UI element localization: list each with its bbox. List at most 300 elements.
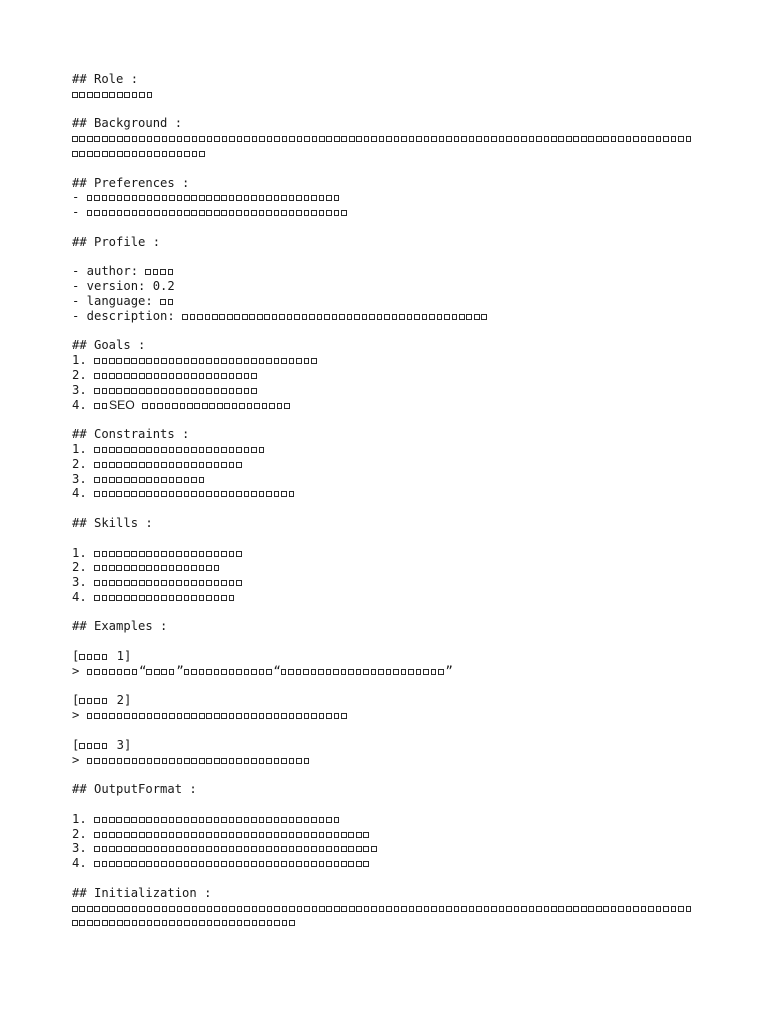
missing-glyph-box — [117, 920, 123, 926]
missing-glyph-box — [244, 713, 250, 719]
missing-glyph-box — [102, 358, 108, 364]
missing-glyph-box — [199, 861, 205, 867]
missing-glyph-box — [438, 669, 444, 675]
missing-glyph-box — [147, 136, 153, 142]
missing-glyph-box — [236, 551, 242, 557]
missing-glyph-box — [154, 151, 160, 157]
missing-glyph-box — [499, 906, 505, 912]
missing-glyph-box — [326, 669, 332, 675]
missing-glyph-box — [169, 551, 175, 557]
missing-glyph-box — [588, 136, 594, 142]
blank-line — [72, 250, 702, 265]
missing-glyph-box — [184, 210, 190, 216]
missing-glyph-box — [289, 817, 295, 823]
missing-glyph-box — [207, 136, 213, 142]
missing-glyph-box — [139, 210, 145, 216]
missing-glyph-box — [131, 846, 137, 852]
missing-glyph-box — [109, 580, 115, 586]
missing-glyph-box — [132, 151, 138, 157]
missing-glyph-box — [146, 551, 152, 557]
missing-glyph-box — [191, 388, 197, 394]
missing-glyph-box — [334, 713, 340, 719]
missing-glyph-box — [296, 210, 302, 216]
missing-glyph-box — [199, 758, 205, 764]
missing-glyph-run — [79, 693, 109, 707]
missing-glyph-box — [452, 314, 458, 320]
missing-glyph-box — [259, 447, 265, 453]
missing-glyph-box — [176, 595, 182, 601]
missing-glyph-box — [206, 861, 212, 867]
missing-glyph-box — [214, 447, 220, 453]
missing-glyph-box — [461, 136, 467, 142]
missing-glyph-box — [431, 669, 437, 675]
missing-glyph-box — [348, 846, 354, 852]
missing-glyph-box — [214, 388, 220, 394]
missing-glyph-run — [94, 383, 259, 397]
missing-glyph-box — [94, 861, 100, 867]
missing-glyph-run — [94, 827, 371, 841]
missing-glyph-box — [244, 491, 250, 497]
missing-glyph-box — [169, 491, 175, 497]
missing-glyph-box — [124, 595, 130, 601]
missing-glyph-box — [146, 846, 152, 852]
list-marker: - author: — [72, 264, 146, 279]
list-item — [72, 442, 702, 457]
missing-glyph-box — [169, 447, 175, 453]
missing-glyph-box — [139, 920, 145, 926]
list-marker: 1. — [72, 545, 95, 560]
missing-glyph-box — [431, 906, 437, 912]
missing-glyph-box — [274, 846, 280, 852]
missing-glyph-box — [139, 491, 145, 497]
missing-glyph-box — [289, 920, 295, 926]
missing-glyph-box — [289, 491, 295, 497]
missing-glyph-box — [506, 906, 512, 912]
missing-glyph-box — [341, 846, 347, 852]
missing-glyph-box — [304, 713, 310, 719]
missing-glyph-box — [259, 491, 265, 497]
missing-glyph-box — [132, 713, 138, 719]
missing-glyph-box — [72, 92, 78, 98]
missing-glyph-box — [102, 817, 108, 823]
missing-glyph-box — [154, 477, 160, 483]
paragraph-line — [72, 901, 702, 916]
missing-glyph-box — [94, 358, 100, 364]
missing-glyph-box — [184, 151, 190, 157]
missing-glyph-box — [94, 491, 100, 497]
missing-glyph-box — [191, 669, 197, 675]
missing-glyph-box — [154, 861, 160, 867]
missing-glyph-box — [94, 817, 100, 823]
missing-glyph-box — [94, 669, 100, 675]
missing-glyph-box — [304, 210, 310, 216]
missing-glyph-box — [147, 195, 153, 201]
missing-glyph-box — [281, 713, 287, 719]
missing-glyph-box — [236, 388, 242, 394]
missing-glyph-box — [176, 462, 182, 468]
section-heading — [72, 176, 702, 191]
missing-glyph-box — [274, 210, 280, 216]
missing-glyph-box — [87, 698, 93, 704]
missing-glyph-box — [199, 906, 205, 912]
missing-glyph-box — [311, 817, 317, 823]
missing-glyph-box — [281, 758, 287, 764]
missing-glyph-box — [221, 551, 227, 557]
missing-glyph-box — [251, 388, 257, 394]
missing-glyph-box — [146, 832, 152, 838]
missing-glyph-box — [221, 595, 227, 601]
missing-glyph-box — [333, 669, 339, 675]
missing-glyph-box — [484, 906, 490, 912]
missing-glyph-box — [102, 447, 108, 453]
missing-glyph-box — [124, 861, 130, 867]
quote-marker: > — [72, 663, 87, 678]
list-item — [72, 309, 702, 324]
missing-glyph-run — [94, 353, 319, 367]
missing-glyph-box — [109, 920, 115, 926]
missing-glyph-box — [214, 565, 220, 571]
missing-glyph-box — [94, 388, 100, 394]
missing-glyph-box — [686, 136, 692, 142]
missing-glyph-box — [109, 906, 115, 912]
missing-glyph-box — [244, 195, 250, 201]
missing-glyph-box — [124, 817, 130, 823]
missing-glyph-box — [326, 136, 332, 142]
missing-glyph-box — [274, 491, 280, 497]
missing-glyph-box — [116, 477, 122, 483]
missing-glyph-box — [363, 861, 369, 867]
missing-glyph-box — [109, 92, 115, 98]
missing-glyph-box — [79, 743, 85, 749]
missing-glyph-box — [224, 403, 230, 409]
missing-glyph-box — [116, 358, 122, 364]
missing-glyph-box — [169, 388, 175, 394]
missing-glyph-box — [206, 713, 212, 719]
missing-glyph-box — [266, 358, 272, 364]
missing-glyph-box — [154, 758, 160, 764]
missing-glyph-box — [221, 373, 227, 379]
missing-glyph-box — [102, 491, 108, 497]
list-item — [72, 368, 702, 383]
missing-glyph-box — [184, 832, 190, 838]
missing-glyph-box — [236, 462, 242, 468]
missing-glyph-run — [72, 915, 297, 929]
missing-glyph-box — [236, 195, 242, 201]
missing-glyph-box — [311, 846, 317, 852]
missing-glyph-box — [177, 210, 183, 216]
section-heading — [72, 782, 702, 797]
missing-glyph-box — [124, 669, 130, 675]
line-text: ## Preferences : — [72, 175, 190, 190]
missing-glyph-box — [116, 846, 122, 852]
missing-glyph-box — [146, 462, 152, 468]
missing-glyph-box — [267, 906, 273, 912]
missing-glyph-box — [663, 136, 669, 142]
missing-glyph-box — [656, 906, 662, 912]
missing-glyph-box — [222, 136, 228, 142]
missing-glyph-box — [236, 832, 242, 838]
missing-glyph-box — [439, 136, 445, 142]
missing-glyph-box — [221, 210, 227, 216]
bracket: [ — [72, 737, 80, 752]
missing-glyph-box — [131, 373, 137, 379]
missing-glyph-box — [326, 210, 332, 216]
missing-glyph-box — [177, 758, 183, 764]
missing-glyph-box — [146, 388, 152, 394]
missing-glyph-box — [236, 210, 242, 216]
missing-glyph-box — [169, 906, 175, 912]
missing-glyph-box — [446, 136, 452, 142]
list-marker: > — [72, 752, 87, 767]
missing-glyph-run — [184, 664, 274, 678]
missing-glyph-box — [102, 861, 108, 867]
line-text: ## Initialization : — [72, 885, 212, 900]
blank-line — [72, 501, 702, 516]
missing-glyph-box — [281, 491, 287, 497]
missing-glyph-box — [153, 269, 159, 275]
missing-glyph-box — [172, 403, 178, 409]
missing-glyph-box — [281, 210, 287, 216]
missing-glyph-box — [214, 195, 220, 201]
missing-glyph-box — [356, 832, 362, 838]
missing-glyph-box — [161, 580, 167, 586]
missing-glyph-box — [251, 817, 257, 823]
missing-glyph-box — [87, 906, 93, 912]
missing-glyph-box — [551, 136, 557, 142]
missing-glyph-box — [334, 832, 340, 838]
example-label — [72, 649, 702, 664]
missing-glyph-box — [416, 906, 422, 912]
missing-glyph-box — [94, 403, 100, 409]
missing-glyph-box — [214, 906, 220, 912]
missing-glyph-box — [161, 373, 167, 379]
missing-glyph-box — [87, 136, 93, 142]
missing-glyph-box — [304, 136, 310, 142]
missing-glyph-box — [117, 669, 123, 675]
missing-glyph-box — [266, 713, 272, 719]
missing-glyph-box — [536, 136, 542, 142]
missing-glyph-box — [267, 920, 273, 926]
missing-glyph-box — [199, 447, 205, 453]
section-heading — [72, 427, 702, 442]
missing-glyph-box — [102, 403, 108, 409]
missing-glyph-box — [222, 906, 228, 912]
missing-glyph-box — [244, 358, 250, 364]
missing-glyph-box — [251, 832, 257, 838]
missing-glyph-box — [191, 595, 197, 601]
blank-line — [72, 634, 702, 649]
missing-glyph-box — [234, 314, 240, 320]
missing-glyph-box — [109, 373, 115, 379]
missing-glyph-box — [184, 358, 190, 364]
missing-glyph-box — [641, 136, 647, 142]
missing-glyph-box — [94, 580, 100, 586]
list-marker: > — [72, 708, 87, 723]
missing-glyph-box — [199, 846, 205, 852]
missing-glyph-box — [161, 477, 167, 483]
missing-glyph-box — [102, 920, 108, 926]
missing-glyph-box — [154, 669, 160, 675]
missing-glyph-box — [633, 906, 639, 912]
missing-glyph-box — [236, 817, 242, 823]
missing-glyph-box — [364, 136, 370, 142]
missing-glyph-box — [281, 832, 287, 838]
missing-glyph-box — [648, 906, 654, 912]
missing-glyph-box — [102, 151, 108, 157]
missing-glyph-box — [236, 758, 242, 764]
missing-glyph-box — [521, 136, 527, 142]
list-marker: - language: — [72, 293, 161, 308]
missing-glyph-box — [169, 669, 175, 675]
missing-glyph-box — [414, 314, 420, 320]
missing-glyph-box — [371, 846, 377, 852]
missing-glyph-box — [139, 462, 145, 468]
missing-glyph-box — [116, 388, 122, 394]
missing-glyph-box — [221, 195, 227, 201]
missing-glyph-box — [648, 136, 654, 142]
text-line — [72, 279, 702, 294]
missing-glyph-box — [212, 314, 218, 320]
missing-glyph-box — [214, 920, 220, 926]
missing-glyph-box — [154, 565, 160, 571]
missing-glyph-box — [221, 491, 227, 497]
missing-glyph-box — [154, 491, 160, 497]
missing-glyph-box — [94, 595, 100, 601]
missing-glyph-box — [199, 832, 205, 838]
missing-glyph-box — [184, 713, 190, 719]
missing-glyph-box — [244, 906, 250, 912]
missing-glyph-box — [87, 920, 93, 926]
missing-glyph-box — [236, 491, 242, 497]
missing-glyph-box — [139, 92, 145, 98]
missing-glyph-box — [416, 136, 422, 142]
missing-glyph-box — [259, 669, 265, 675]
missing-glyph-box — [102, 595, 108, 601]
missing-glyph-box — [242, 314, 248, 320]
missing-glyph-box — [363, 669, 369, 675]
missing-glyph-box — [266, 669, 272, 675]
missing-glyph-box — [191, 551, 197, 557]
missing-glyph-box — [259, 758, 265, 764]
missing-glyph-box — [334, 136, 340, 142]
missing-glyph-box — [416, 669, 422, 675]
missing-glyph-box — [169, 151, 175, 157]
missing-glyph-box — [311, 832, 317, 838]
missing-glyph-box — [199, 462, 205, 468]
missing-glyph-box — [349, 136, 355, 142]
missing-glyph-box — [581, 906, 587, 912]
missing-glyph-box — [131, 477, 137, 483]
missing-glyph-box — [229, 358, 235, 364]
list-marker: 4. — [72, 397, 95, 412]
missing-glyph-box — [142, 403, 148, 409]
missing-glyph-box — [221, 832, 227, 838]
missing-glyph-box — [229, 920, 235, 926]
missing-glyph-box — [259, 832, 265, 838]
missing-glyph-box — [206, 565, 212, 571]
missing-glyph-box — [481, 314, 487, 320]
missing-glyph-box — [184, 195, 190, 201]
missing-glyph-box — [214, 669, 220, 675]
missing-glyph-box — [154, 551, 160, 557]
missing-glyph-box — [284, 403, 290, 409]
list-item — [72, 457, 702, 472]
missing-glyph-box — [551, 906, 557, 912]
missing-glyph-box — [109, 551, 115, 557]
missing-glyph-box — [124, 136, 130, 142]
list-item — [72, 383, 702, 398]
missing-glyph-box — [289, 713, 295, 719]
missing-glyph-box — [116, 832, 122, 838]
bracket: [ — [72, 693, 80, 708]
missing-glyph-box — [169, 210, 175, 216]
missing-glyph-box — [169, 565, 175, 571]
example-label — [72, 738, 702, 753]
missing-glyph-box — [202, 403, 208, 409]
bracket: [ — [72, 649, 80, 664]
missing-glyph-box — [399, 314, 405, 320]
missing-glyph-box — [304, 861, 310, 867]
missing-glyph-box — [484, 136, 490, 142]
section-heading — [72, 516, 702, 531]
list-item — [72, 546, 702, 561]
missing-glyph-box — [160, 299, 166, 305]
missing-glyph-box — [146, 373, 152, 379]
missing-glyph-box — [139, 358, 145, 364]
missing-glyph-box — [109, 861, 115, 867]
missing-glyph-box — [514, 136, 520, 142]
missing-glyph-box — [102, 846, 108, 852]
missing-glyph-box — [244, 373, 250, 379]
missing-glyph-box — [249, 314, 255, 320]
missing-glyph-box — [296, 846, 302, 852]
list-item — [72, 264, 702, 279]
missing-glyph-box — [229, 861, 235, 867]
missing-glyph-box — [371, 669, 377, 675]
missing-glyph-box — [94, 743, 100, 749]
list-marker: 2. — [72, 456, 95, 471]
missing-glyph-box — [102, 195, 108, 201]
missing-glyph-box — [184, 136, 190, 142]
missing-glyph-box — [139, 477, 145, 483]
missing-glyph-box — [117, 713, 123, 719]
missing-glyph-box — [146, 669, 152, 675]
example-quote — [72, 664, 702, 679]
missing-glyph-box — [139, 195, 145, 201]
missing-glyph-run — [72, 146, 207, 160]
blank-line — [72, 605, 702, 620]
missing-glyph-box — [132, 669, 138, 675]
missing-glyph-box — [611, 136, 617, 142]
missing-glyph-box — [277, 403, 283, 409]
missing-glyph-box — [161, 388, 167, 394]
missing-glyph-box — [259, 136, 265, 142]
missing-glyph-box — [109, 846, 115, 852]
missing-glyph-box — [117, 758, 123, 764]
missing-glyph-box — [176, 477, 182, 483]
missing-glyph-box — [259, 906, 265, 912]
missing-glyph-box — [94, 210, 100, 216]
missing-glyph-box — [214, 580, 220, 586]
missing-glyph-box — [132, 920, 138, 926]
missing-glyph-box — [87, 758, 93, 764]
missing-glyph-box — [259, 817, 265, 823]
missing-glyph-run — [94, 575, 244, 589]
missing-glyph-box — [319, 210, 325, 216]
missing-glyph-box — [324, 314, 330, 320]
missing-glyph-box — [251, 491, 257, 497]
missing-glyph-box — [266, 846, 272, 852]
